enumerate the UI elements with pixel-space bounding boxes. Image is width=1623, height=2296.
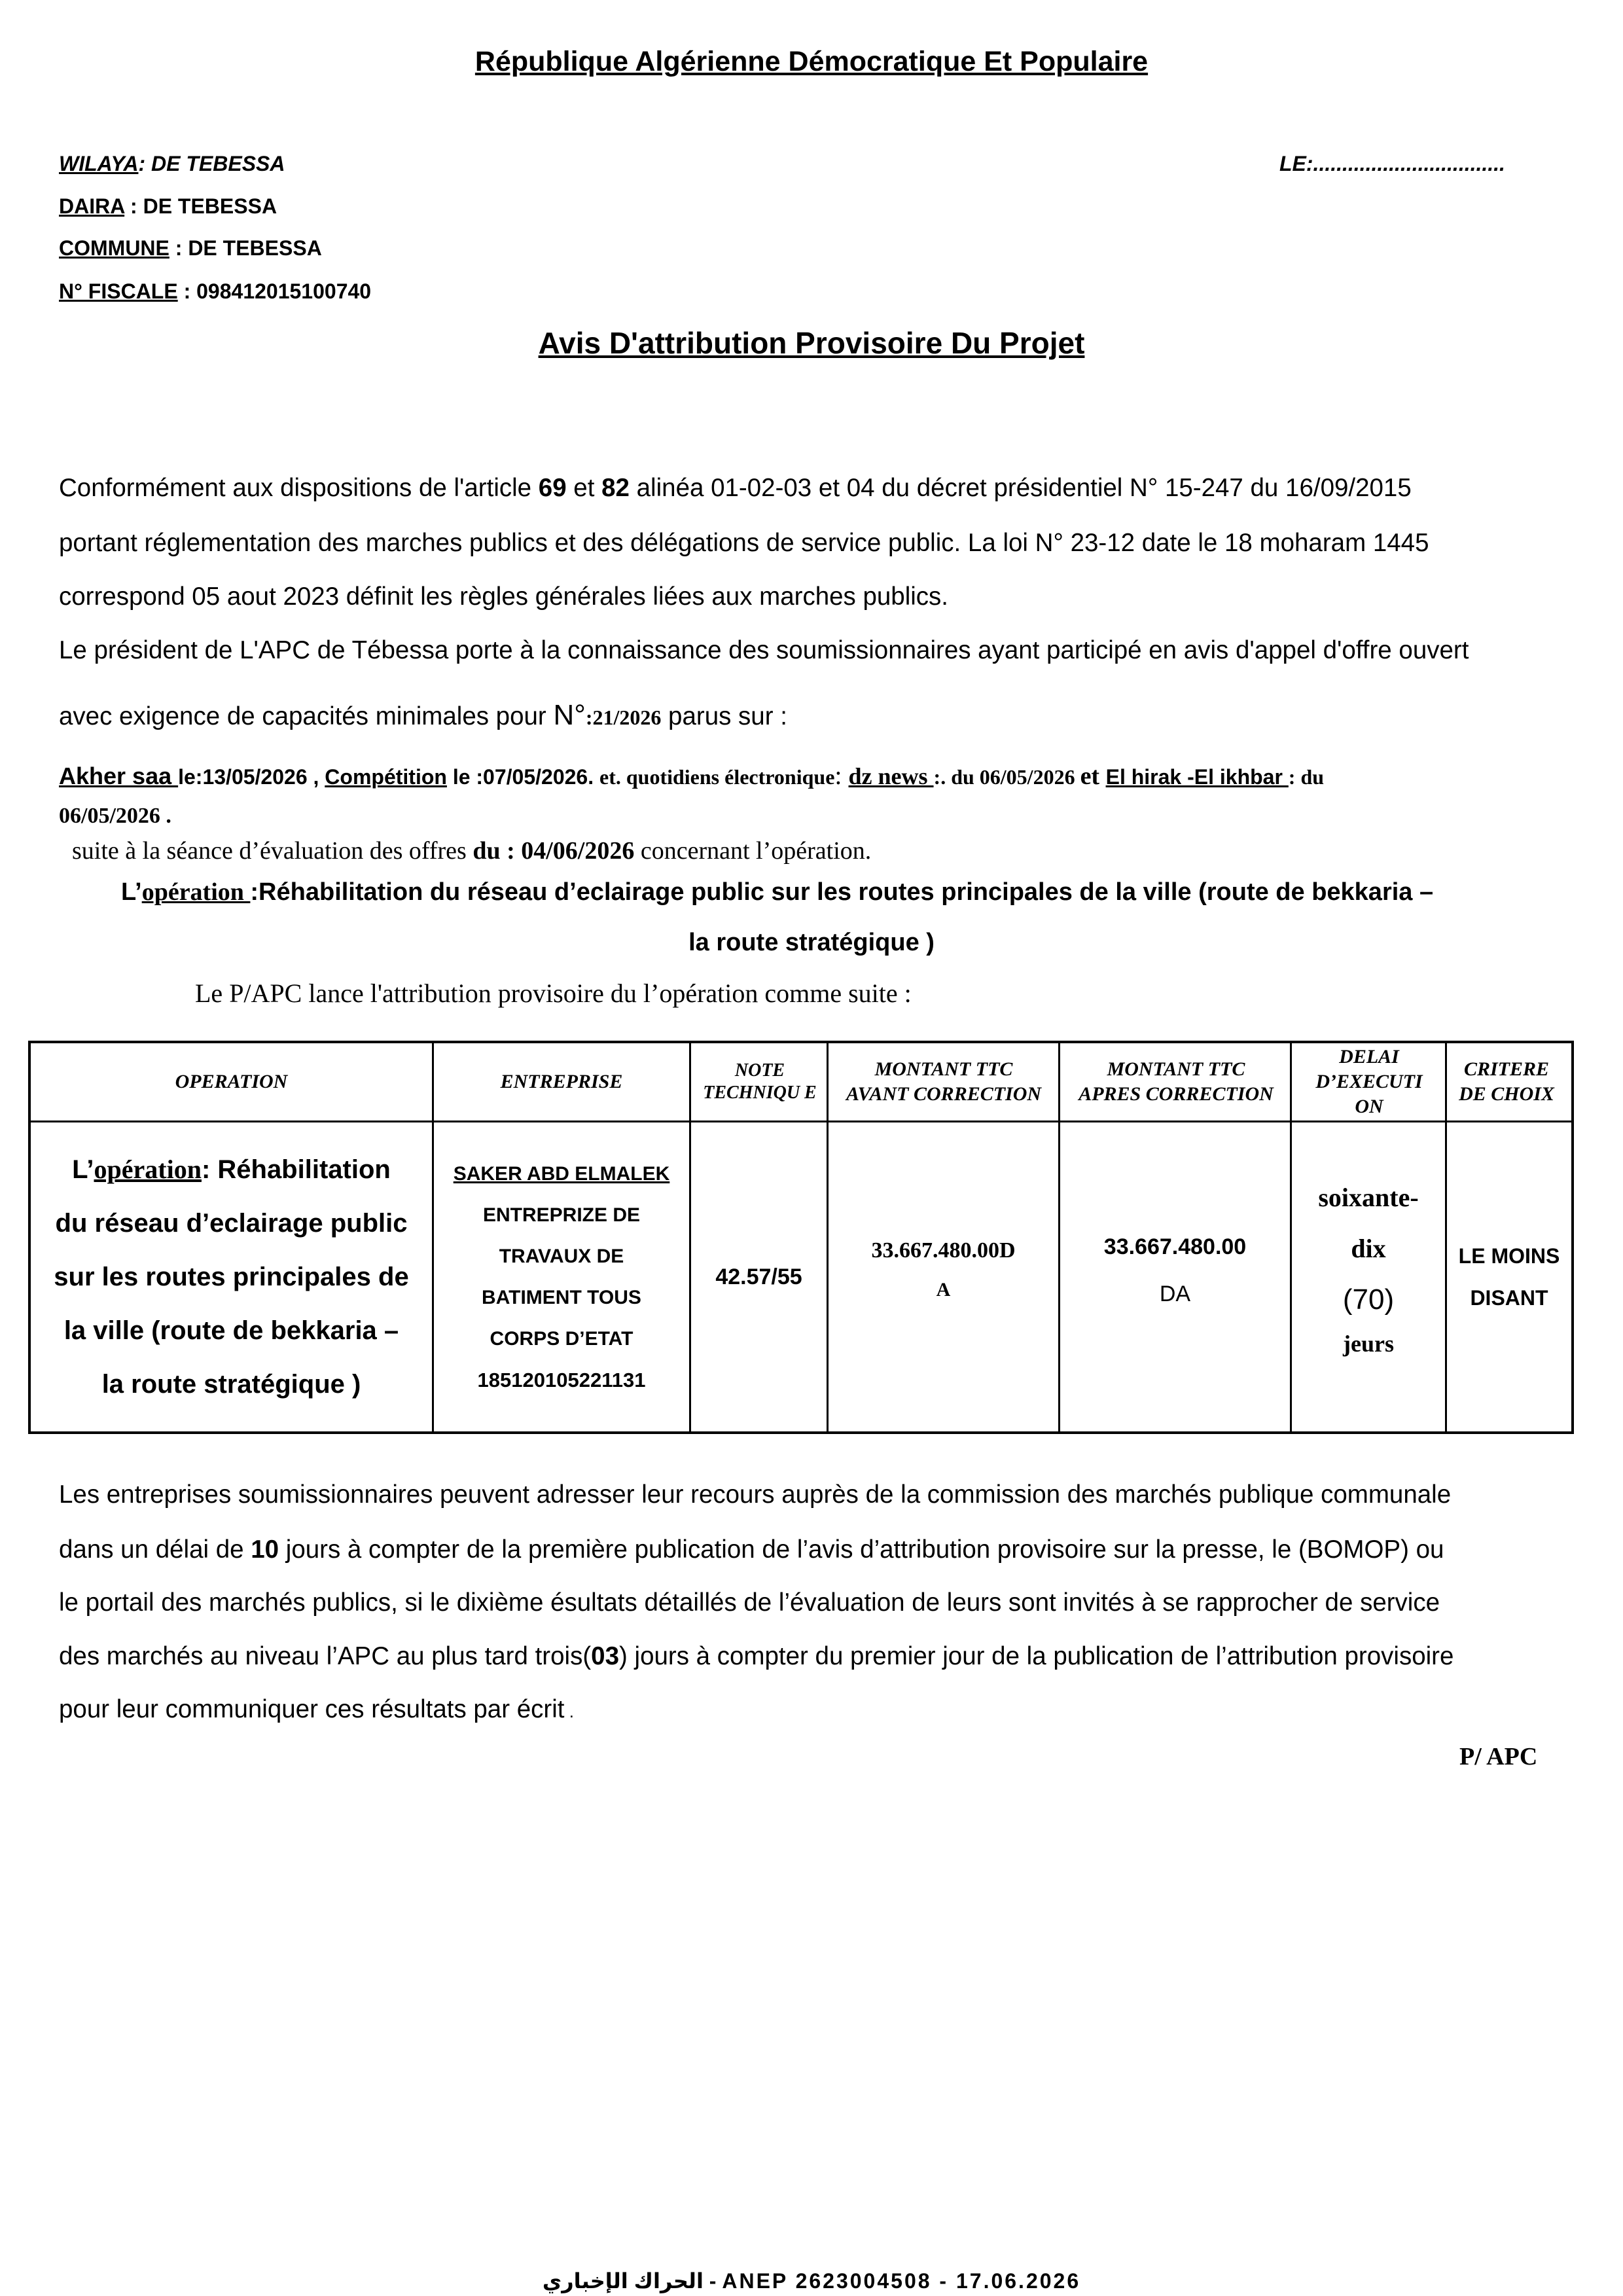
text: : (834, 761, 849, 790)
text: des marchés au niveau l’APC au plus tard trois( (59, 1642, 592, 1670)
legal-paragraph-line-2: portant réglementation des marches publics et des délégations de service public. La loi N° 23-12 date le 18 moharam 1445 (59, 529, 1429, 557)
press-line (59, 760, 1564, 791)
entreprise-line: ENTREPRIZE DE (482, 1204, 641, 1226)
header-montant-apres: MONTANT TTC APRES CORRECTION (1079, 1058, 1274, 1105)
daira-label: DAIRA (59, 194, 125, 218)
critere-line: LE MOINS (1458, 1244, 1560, 1268)
montant-avant-value: 33.667.480.00D (871, 1238, 1016, 1263)
article-number: 82 (601, 474, 630, 502)
delai-line: soixante- (1318, 1183, 1419, 1212)
operation-line-1 (121, 878, 1623, 906)
footer-reference: الحراك الإخباري - ANEP 2623004508 - 17.06.2026 (542, 2269, 1081, 2293)
attribution-intro: Le P/APC lance l'attribution provisoire du l’opération comme suite : (195, 978, 912, 1008)
daira-line (59, 194, 277, 219)
signature: P/ APC (1459, 1743, 1538, 1770)
evaluation-date: du : 04/06/2026 (473, 837, 635, 865)
press-electronic: et. quotidiens électronique (599, 765, 835, 789)
announcement-line-1: Le président de L'APC de Tébessa porte à la connaissance des soumissionnaires ayant participé en avis d'appel d'offre ouvert (59, 636, 1469, 664)
cell-delai (1292, 1122, 1445, 1431)
press-date-last: 06/05/2026 . (59, 804, 171, 828)
wilaya-value: : DE TEBESSA (138, 152, 285, 175)
press-competition: Compétition (325, 765, 447, 789)
press-el-hirak: El hirak -El ikhbar (1105, 765, 1289, 789)
number-sign: N° (553, 699, 586, 731)
operation-word: opération (141, 878, 251, 906)
delai-line: dix (1351, 1234, 1386, 1263)
text: : Réhabilitation (201, 1155, 391, 1184)
entreprise-name: SAKER ABD ELMALEK (453, 1163, 670, 1185)
header-operation: OPERATION (175, 1071, 288, 1092)
delay-days: 10 (251, 1535, 279, 1564)
operation-line: la ville (route de bekkaria – (63, 1316, 399, 1345)
text: et (566, 474, 602, 502)
recours-line-4 (59, 1642, 1564, 1671)
entreprise-line: CORPS D’ETAT (490, 1328, 633, 1350)
text: et (1080, 762, 1106, 790)
header-critere: CRITERE DE CHOIX (1459, 1058, 1554, 1105)
press-akher-saa: Akher saa (59, 762, 179, 789)
evaluation-line (72, 836, 1577, 865)
cell-critere (1447, 1122, 1571, 1431)
text: ) jours à compter du premier jour de la publication de l’attribution provisoire (619, 1642, 1454, 1670)
text: :Réhabilitation du réseau d’eclairage public sur les routes principales de la ville (route de bekkaria – (250, 878, 1434, 906)
press-date: le :07/05/2026. (446, 765, 599, 789)
header-note: NOTE TECHNIQU E (703, 1060, 817, 1103)
text: dans un délai de (59, 1535, 251, 1564)
header-delai: DELAI D’EXECUTI ON (1315, 1046, 1423, 1117)
operation-word: opération (94, 1155, 202, 1184)
text: alinéa 01-02-03 et 04 du décret présidentiel N° 15-247 du 16/09/2015 (629, 474, 1412, 502)
commune-value: : DE TEBESSA (169, 236, 322, 260)
text: L’ (121, 878, 142, 906)
header-montant-avant: MONTANT TTC AVANT CORRECTION (846, 1058, 1042, 1105)
cell-montant-avant (829, 1122, 1058, 1431)
text: parus sur : (661, 702, 787, 730)
press-dz-news: dz news (848, 763, 934, 789)
text: avec exigence de capacités minimales pour (59, 702, 554, 730)
text: . (564, 1702, 574, 1721)
recours-line-1: Les entreprises soumissionnaires peuvent adresser leur recours auprès de la commission des marchés publique communale (59, 1480, 1452, 1509)
text: suite à la séance d’évaluation des offres (72, 837, 473, 865)
text: jours à compter de la première publication de l’avis d’attribution provisoire sur la presse, le (BOMOP) ou (279, 1535, 1444, 1564)
delai-days: (70) (1342, 1283, 1395, 1316)
cell-operation (31, 1122, 432, 1431)
daira-value: : DE TEBESSA (124, 194, 277, 218)
entreprise-line: BATIMENT TOUS (482, 1287, 641, 1308)
text: concernant l’opération. (634, 837, 872, 865)
operation-line-2: la route stratégique ) (688, 929, 935, 956)
commune-label: COMMUNE (59, 236, 169, 260)
press-date: : du (1288, 765, 1325, 789)
entreprise-line: TRAVAUX DE (499, 1246, 624, 1267)
republic-heading: République Algérienne Démocratique Et Populaire (474, 46, 1149, 77)
montant-apres-currency: DA (1159, 1282, 1191, 1306)
operation-line: du réseau d’eclairage public (55, 1209, 408, 1238)
wilaya-line (59, 152, 285, 176)
date-field: LE:................................. (1279, 152, 1505, 175)
delai-line: jeurs (1343, 1331, 1394, 1357)
recours-line-5 (59, 1695, 1564, 1724)
fiscal-value: : 098412015100740 (177, 279, 372, 303)
cell-entreprise (434, 1122, 689, 1431)
recours-line-2 (59, 1535, 1564, 1564)
cell-montant-apres (1060, 1122, 1290, 1431)
press-date: :. du 06/05/2026 (933, 765, 1080, 789)
critere-line: DISANT (1470, 1286, 1548, 1310)
operation-line: sur les routes principales de (54, 1263, 409, 1291)
fiscal-line (59, 279, 371, 304)
header-entreprise: ENTREPRISE (500, 1071, 623, 1092)
commune-line (59, 236, 322, 260)
fiscal-label: N° FISCALE (59, 279, 178, 303)
text: pour leur communiquer ces résultats par écrit (59, 1695, 565, 1723)
legal-paragraph-line-1 (59, 474, 1564, 503)
press-date: le:13/05/2026 , (178, 765, 325, 789)
attribution-table (28, 1041, 1574, 1434)
operation-line (72, 1143, 391, 1196)
delay-days: 03 (591, 1642, 619, 1670)
tender-number: :21/2026 (585, 706, 662, 729)
montant-apres-value: 33.667.480.00 (1103, 1234, 1247, 1259)
operation-line: la route stratégique ) (101, 1370, 361, 1399)
article-number: 69 (538, 474, 567, 502)
announcement-line-2 (59, 699, 1564, 732)
text: L’ (72, 1155, 94, 1184)
montant-avant-currency: A (936, 1279, 951, 1300)
legal-paragraph-line-3: correspond 05 aout 2023 définit les règles générales liées aux marches publics. (59, 583, 949, 611)
cell-note: 42.57/55 (715, 1264, 802, 1289)
wilaya-label: WILAYA (59, 152, 139, 175)
document-title: Avis D'attribution Provisoire Du Projet (538, 326, 1085, 360)
text: Conformément aux dispositions de l'article (59, 474, 539, 502)
entreprise-id: 185120105221131 (477, 1369, 646, 1391)
recours-line-3: le portail des marchés publics, si le dixième ésultats détaillés de l’évaluation de leurs sont invités à se rapprocher de service (59, 1588, 1440, 1617)
